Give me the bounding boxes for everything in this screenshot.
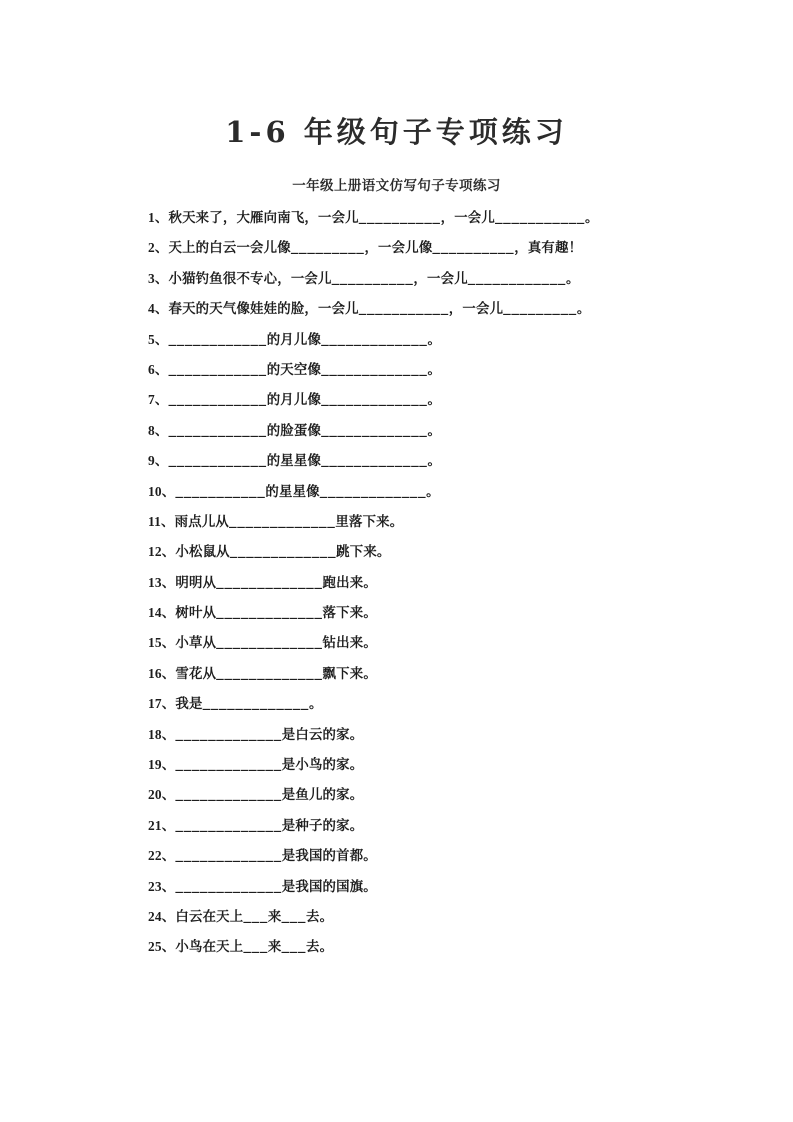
exercise-number: 17、: [148, 696, 176, 712]
exercise-number: 16、: [148, 665, 176, 681]
answer-blank: _____________: [319, 482, 427, 498]
exercise-number: 4、: [148, 301, 169, 317]
exercise-item: [148, 750, 668, 780]
answer-blank: _____________: [321, 452, 428, 468]
exercise-item: [148, 385, 668, 415]
exercise-number: 23、: [148, 878, 176, 894]
exercise-number: 21、: [148, 817, 176, 833]
exercise-number: 12、: [148, 544, 176, 560]
exercise-text: 的月儿像: [266, 392, 322, 409]
answer-blank: _____________: [229, 543, 337, 559]
exercise-text: 我是: [175, 696, 203, 713]
exercise-text: 是小鸟的家。: [281, 757, 364, 774]
exercise-text: 跑出来。: [322, 574, 377, 591]
exercise-number: 3、: [148, 270, 169, 286]
exercise-text: ，一会儿: [413, 270, 468, 287]
answer-blank: _________: [290, 239, 365, 255]
answer-blank: __________: [358, 209, 441, 224]
exercise-item: [148, 932, 668, 962]
document-subtitle: 一年级上册语文仿写句子专项练习: [292, 178, 501, 194]
exercise-text: 的天空像: [266, 361, 322, 378]
answer-blank: _________: [503, 300, 577, 316]
answer-blank: _____________: [175, 786, 282, 802]
exercise-text: 飘下来。: [322, 665, 377, 682]
exercise-item: [148, 355, 668, 385]
exercise-item: [148, 203, 668, 233]
answer-blank: _____________: [175, 756, 282, 772]
exercise-item: [148, 811, 668, 841]
answer-blank: _____________: [216, 604, 323, 620]
exercise-list: [148, 203, 668, 963]
exercise-text: 。: [426, 483, 440, 500]
exercise-text: 明明从: [175, 574, 217, 591]
exercise-text: 跳下来。: [336, 544, 391, 561]
exercise-item: [148, 264, 668, 294]
exercise-item: [148, 477, 668, 507]
answer-blank: ____________: [168, 360, 267, 376]
exercise-text: 来: [267, 908, 282, 925]
exercise-number: 14、: [148, 605, 176, 621]
exercise-text: 雪花从: [175, 665, 217, 682]
exercise-text: 。: [427, 392, 442, 409]
exercise-text: 。: [565, 270, 580, 287]
answer-blank: _____________: [175, 877, 282, 893]
exercise-item: [148, 325, 668, 355]
answer-blank: ___: [281, 907, 307, 923]
answer-blank: _____________: [229, 512, 336, 528]
exercise-number: 6、: [148, 361, 169, 377]
answer-blank: __________: [432, 239, 515, 255]
answer-blank: _____________: [321, 421, 428, 437]
exercise-text: 去。: [306, 939, 334, 956]
exercise-text: 小草从: [175, 635, 217, 652]
page-title: 1-6 年级句子专项练习: [225, 115, 568, 150]
exercise-item: [148, 568, 668, 598]
exercise-text: 树叶从: [175, 605, 217, 622]
answer-blank: _____________: [175, 847, 282, 863]
exercise-text: 天上的白云一会儿像: [168, 240, 291, 257]
exercise-text: ，一会儿: [448, 301, 504, 318]
answer-blank: _____________: [321, 360, 428, 376]
exercise-number: 9、: [148, 453, 169, 469]
exercise-item: [148, 628, 668, 658]
exercise-number: 19、: [148, 757, 176, 773]
exercise-text: 雨点儿从: [174, 513, 230, 530]
exercise-text: 小鸟在天上: [175, 939, 244, 956]
exercise-text: 是我国的首都。: [281, 848, 377, 865]
exercise-text: 。: [427, 453, 442, 470]
exercise-text: ，一会儿: [440, 210, 495, 226]
exercise-item: [148, 537, 668, 567]
answer-blank: _____________: [216, 664, 323, 680]
exercise-text: 小松鼠从: [175, 544, 230, 561]
answer-blank: ___________: [494, 209, 585, 224]
exercise-text: 是鱼儿的家。: [281, 787, 364, 804]
exercise-text: 落下来。: [322, 605, 377, 622]
exercise-number: 1、: [148, 210, 169, 225]
exercise-number: 13、: [148, 574, 176, 590]
exercise-item: [148, 872, 668, 902]
answer-blank: _____________: [202, 695, 309, 711]
exercise-number: 24、: [148, 908, 176, 924]
exercise-text: 去。: [306, 908, 334, 925]
answer-blank: _____________: [216, 634, 323, 650]
exercise-text: 。: [427, 361, 442, 378]
exercise-number: 25、: [148, 939, 176, 955]
exercise-item: [148, 720, 668, 750]
answer-blank: ____________: [168, 421, 267, 437]
exercise-number: 20、: [148, 787, 176, 803]
exercise-text: 。: [585, 210, 599, 226]
exercise-text: 。: [308, 696, 323, 713]
exercise-text: 是白云的家。: [281, 726, 364, 743]
exercise-number: 2、: [148, 240, 169, 256]
exercise-item: [148, 233, 668, 263]
exercise-item: [148, 598, 668, 628]
exercise-text: 。: [427, 422, 442, 439]
answer-blank: ___________: [358, 300, 449, 316]
exercise-text: ，一会儿像: [364, 240, 433, 257]
answer-blank: __________: [331, 269, 414, 285]
exercise-number: 15、: [148, 635, 176, 651]
answer-blank: _____________: [321, 391, 428, 407]
exercise-number: 5、: [148, 331, 169, 347]
exercise-item: [148, 780, 668, 810]
exercise-number: 22、: [148, 848, 176, 864]
exercise-text: 的月儿像: [266, 331, 322, 348]
exercise-text: ，真有趣！: [514, 240, 583, 257]
exercise-text: 来: [267, 939, 282, 956]
exercise-text: 里落下来。: [335, 513, 404, 530]
exercise-number: 8、: [148, 422, 169, 438]
answer-blank: _____________: [175, 816, 282, 832]
answer-blank: ___: [281, 938, 307, 954]
answer-blank: _____________: [216, 573, 323, 589]
exercise-item: [148, 902, 668, 932]
exercise-text: 钻出来。: [322, 635, 377, 652]
answer-blank: ___: [243, 938, 268, 954]
exercise-item: [148, 294, 668, 324]
exercise-text: 春天的天气像娃娃的脸，一会儿: [168, 301, 359, 318]
exercise-text: 的脸蛋像: [266, 422, 322, 439]
exercise-item: [148, 659, 668, 689]
exercise-text: 是种子的家。: [281, 817, 364, 834]
exercise-text: 的星星像: [265, 483, 320, 500]
answer-blank: ____________: [168, 452, 267, 468]
answer-blank: ____________: [168, 391, 267, 407]
exercise-text: 是我国的国旗。: [281, 878, 377, 895]
exercise-text: 白云在天上: [175, 908, 244, 925]
exercise-item: [148, 416, 668, 446]
exercise-text: 的星星像: [266, 453, 322, 470]
exercise-item: [148, 689, 668, 719]
answer-blank: ____________: [168, 330, 267, 346]
exercise-number: 10、: [148, 483, 176, 499]
exercise-number: 7、: [148, 392, 169, 408]
exercise-number: 11、: [148, 513, 175, 529]
answer-blank: _____________: [321, 330, 428, 346]
exercise-item: [148, 507, 668, 537]
answer-blank: _____________: [175, 725, 282, 741]
answer-blank: ___: [243, 907, 268, 923]
exercise-item: [148, 446, 668, 476]
exercise-number: 18、: [148, 726, 176, 742]
exercise-text: 。: [427, 331, 442, 348]
exercise-text: 。: [576, 301, 591, 318]
exercise-text: 秋天来了，大雁向南飞，一会儿: [168, 210, 359, 226]
exercise-item: [148, 841, 668, 871]
answer-blank: ___________: [175, 482, 266, 498]
answer-blank: ____________: [467, 269, 566, 285]
exercise-text: 小猫钓鱼很不专心，一会儿: [168, 270, 332, 287]
